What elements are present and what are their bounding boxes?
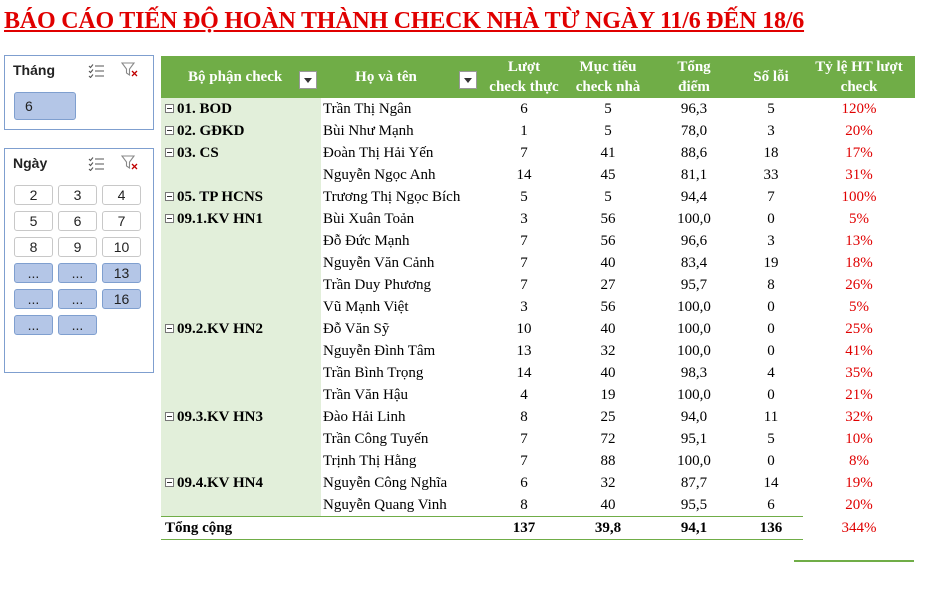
month-slicer-header bbox=[5, 56, 153, 86]
cell-checks: 7 bbox=[520, 452, 528, 469]
cell-score: 83,4 bbox=[680, 254, 708, 271]
day-chip[interactable]: 6 bbox=[58, 211, 97, 231]
day-chip[interactable]: 9 bbox=[58, 237, 97, 257]
header-checks bbox=[481, 56, 567, 98]
cell-rate: 13% bbox=[845, 232, 873, 249]
cell-checks: 6 bbox=[520, 100, 528, 117]
cell-target: 56 bbox=[600, 232, 616, 249]
cell-target: 72 bbox=[600, 430, 616, 447]
cell-checks: 5 bbox=[520, 188, 528, 205]
multi-select-icon[interactable] bbox=[87, 62, 105, 78]
cell-rate: 10% bbox=[845, 430, 873, 447]
cell-rate: 5% bbox=[849, 298, 869, 315]
name-cell: Trần Công Tuyến bbox=[323, 430, 429, 447]
cell-checks: 7 bbox=[520, 232, 528, 249]
cell-score: 95,1 bbox=[680, 430, 708, 447]
collapse-icon[interactable] bbox=[165, 412, 174, 421]
header-dept-label: Bộ phận check bbox=[188, 69, 283, 85]
total-name-cell bbox=[321, 517, 481, 540]
dept-cell bbox=[161, 142, 321, 164]
header-score-line2: điểm bbox=[678, 79, 710, 95]
cell-errors: 3 bbox=[767, 122, 775, 139]
divider-line bbox=[794, 560, 914, 562]
day-chip[interactable]: ... bbox=[58, 315, 97, 335]
cell-score: 100,0 bbox=[677, 452, 711, 469]
cell-rate: 120% bbox=[841, 100, 877, 117]
cell-errors: 5 bbox=[767, 430, 775, 447]
table-header-row bbox=[161, 56, 915, 98]
collapse-icon[interactable] bbox=[165, 148, 174, 157]
table-row bbox=[161, 230, 915, 252]
name-cell: Đỗ Văn Sỹ bbox=[323, 320, 390, 337]
name-cell: Đoàn Thị Hải Yến bbox=[323, 144, 434, 161]
dept-cell bbox=[161, 230, 321, 252]
cell-errors: 19 bbox=[763, 254, 779, 271]
name-cell: Nguyễn Quang Vinh bbox=[323, 496, 447, 513]
header-dept bbox=[161, 56, 321, 98]
cell-target: 45 bbox=[600, 166, 616, 183]
dept-cell bbox=[161, 384, 321, 406]
name-cell: Nguyễn Ngọc Anh bbox=[323, 166, 436, 183]
cell-rate: 17% bbox=[845, 144, 873, 161]
day-chip[interactable]: 10 bbox=[102, 237, 141, 257]
day-chip[interactable]: ... bbox=[14, 289, 53, 309]
header-rate-line1: Tỷ lệ HT lượt bbox=[815, 59, 903, 75]
table-row bbox=[161, 450, 915, 472]
dept-cell bbox=[161, 450, 321, 472]
header-name bbox=[321, 56, 481, 98]
cell-score: 88,6 bbox=[680, 144, 708, 161]
total-errors: 136 bbox=[739, 517, 803, 540]
dept-label: 05. TP HCNS bbox=[177, 188, 263, 205]
cell-errors: 11 bbox=[763, 408, 779, 425]
dept-cell bbox=[161, 296, 321, 318]
cell-rate: 31% bbox=[845, 166, 873, 183]
cell-errors: 18 bbox=[763, 144, 779, 161]
cell-score: 78,0 bbox=[680, 122, 708, 139]
cell-errors: 0 bbox=[767, 210, 775, 227]
header-checks-line2: check thực bbox=[489, 79, 559, 95]
cell-errors: 0 bbox=[767, 298, 775, 315]
dept-cell bbox=[161, 494, 321, 517]
total-target: 39,8 bbox=[567, 517, 649, 540]
cell-checks: 8 bbox=[520, 496, 528, 513]
cell-checks: 3 bbox=[520, 298, 528, 315]
dept-cell bbox=[161, 164, 321, 186]
cell-checks: 14 bbox=[516, 364, 532, 381]
cell-target: 5 bbox=[604, 188, 612, 205]
cell-errors: 0 bbox=[767, 452, 775, 469]
cell-errors: 3 bbox=[767, 232, 775, 249]
cell-score: 95,5 bbox=[680, 496, 708, 513]
collapse-icon[interactable] bbox=[165, 126, 174, 135]
table-row bbox=[161, 384, 915, 406]
cell-errors: 5 bbox=[767, 100, 775, 117]
dept-cell bbox=[161, 186, 321, 208]
cell-checks: 4 bbox=[520, 386, 528, 403]
clear-filter-icon[interactable] bbox=[121, 62, 139, 78]
cell-rate: 8% bbox=[849, 452, 869, 469]
total-row bbox=[161, 517, 915, 540]
cell-target: 5 bbox=[604, 100, 612, 117]
table-row bbox=[161, 208, 915, 230]
cell-errors: 0 bbox=[767, 386, 775, 403]
day-chip[interactable]: ... bbox=[58, 263, 97, 283]
day-chip[interactable]: 5 bbox=[14, 211, 53, 231]
day-slicer bbox=[4, 148, 154, 373]
dept-label: 02. GĐKD bbox=[177, 122, 245, 139]
day-chip[interactable]: ... bbox=[14, 315, 53, 335]
table-row bbox=[161, 164, 915, 186]
table-row bbox=[161, 362, 915, 384]
table-row bbox=[161, 98, 915, 120]
cell-target: 40 bbox=[600, 254, 616, 271]
day-chip[interactable]: 4 bbox=[102, 185, 141, 205]
cell-rate: 32% bbox=[845, 408, 873, 425]
dept-cell bbox=[161, 428, 321, 450]
cell-target: 25 bbox=[600, 408, 616, 425]
dept-label: 09.4.KV HN4 bbox=[177, 474, 263, 491]
day-slicer-header bbox=[5, 149, 153, 179]
day-chip[interactable]: ... bbox=[58, 289, 97, 309]
day-chip[interactable]: ... bbox=[14, 263, 53, 283]
cell-errors: 6 bbox=[767, 496, 775, 513]
cell-target: 27 bbox=[600, 276, 616, 293]
cell-target: 32 bbox=[600, 474, 616, 491]
cell-errors: 4 bbox=[767, 364, 775, 381]
day-chip[interactable]: 3 bbox=[58, 185, 97, 205]
dept-cell bbox=[161, 318, 321, 340]
day-chip[interactable]: 2 bbox=[14, 185, 53, 205]
header-rate bbox=[803, 56, 915, 98]
multi-select-icon[interactable] bbox=[87, 155, 105, 171]
cell-rate: 20% bbox=[845, 122, 873, 139]
cell-score: 100,0 bbox=[677, 210, 711, 227]
cell-rate: 21% bbox=[845, 386, 873, 403]
header-target bbox=[567, 56, 649, 98]
table-row bbox=[161, 428, 915, 450]
name-cell: Vũ Mạnh Việt bbox=[323, 298, 409, 315]
cell-target: 40 bbox=[600, 364, 616, 381]
dept-cell bbox=[161, 406, 321, 428]
cell-checks: 7 bbox=[520, 430, 528, 447]
day-chip[interactable]: 8 bbox=[14, 237, 53, 257]
name-filter-dropdown-icon[interactable] bbox=[459, 71, 477, 89]
cell-target: 5 bbox=[604, 122, 612, 139]
cell-score: 95,7 bbox=[680, 276, 708, 293]
dept-cell bbox=[161, 340, 321, 362]
cell-checks: 7 bbox=[520, 254, 528, 271]
cell-checks: 14 bbox=[516, 166, 532, 183]
collapse-icon[interactable] bbox=[165, 192, 174, 201]
header-target-line2: check nhà bbox=[575, 79, 641, 95]
cell-rate: 20% bbox=[845, 496, 873, 513]
pivot-table bbox=[161, 56, 915, 540]
cell-checks: 7 bbox=[520, 144, 528, 161]
cell-checks: 13 bbox=[516, 342, 532, 359]
cell-errors: 14 bbox=[763, 474, 779, 491]
cell-score: 96,3 bbox=[680, 100, 708, 117]
name-cell: Trương Thị Ngọc Bích bbox=[323, 188, 461, 205]
table-row bbox=[161, 340, 915, 362]
header-score bbox=[649, 56, 739, 98]
cell-target: 19 bbox=[600, 386, 616, 403]
cell-checks: 8 bbox=[520, 408, 528, 425]
cell-checks: 7 bbox=[520, 276, 528, 293]
cell-errors: 33 bbox=[763, 166, 779, 183]
table-row bbox=[161, 406, 915, 428]
name-cell: Nguyễn Văn Cảnh bbox=[323, 254, 435, 271]
cell-score: 96,6 bbox=[680, 232, 708, 249]
cell-checks: 3 bbox=[520, 210, 528, 227]
name-cell: Trần Thị Ngân bbox=[323, 100, 412, 117]
total-checks: 137 bbox=[481, 517, 567, 540]
table-row bbox=[161, 142, 915, 164]
name-cell: Trần Bình Trọng bbox=[323, 364, 424, 381]
name-cell: Bùi Như Mạnh bbox=[323, 122, 414, 139]
cell-errors: 7 bbox=[767, 188, 775, 205]
header-rate-line2: check bbox=[840, 79, 878, 95]
name-cell: Đỗ Đức Mạnh bbox=[323, 232, 410, 249]
collapse-icon[interactable] bbox=[165, 324, 174, 333]
cell-target: 32 bbox=[600, 342, 616, 359]
total-score: 94,1 bbox=[649, 517, 739, 540]
table-row bbox=[161, 318, 915, 340]
table-row bbox=[161, 472, 915, 494]
header-checks-line1: Lượt bbox=[507, 59, 541, 75]
cell-score: 100,0 bbox=[677, 386, 711, 403]
table-row bbox=[161, 252, 915, 274]
month-slicer bbox=[4, 55, 154, 130]
cell-errors: 0 bbox=[767, 320, 775, 337]
dept-cell bbox=[161, 98, 321, 120]
month-slicer-title: Tháng bbox=[13, 62, 55, 78]
dept-label: 01. BOD bbox=[177, 100, 233, 117]
dept-cell bbox=[161, 472, 321, 494]
cell-rate: 5% bbox=[849, 210, 869, 227]
name-cell: Nguyễn Đình Tâm bbox=[323, 342, 436, 359]
cell-rate: 19% bbox=[845, 474, 873, 491]
dept-cell bbox=[161, 274, 321, 296]
dept-label: 03. CS bbox=[177, 144, 219, 161]
cell-rate: 26% bbox=[845, 276, 873, 293]
clear-filter-icon[interactable] bbox=[121, 155, 139, 171]
dept-cell bbox=[161, 362, 321, 384]
table-row bbox=[161, 274, 915, 296]
cell-checks: 1 bbox=[520, 122, 528, 139]
cell-target: 40 bbox=[600, 320, 616, 337]
cell-score: 100,0 bbox=[677, 342, 711, 359]
cell-rate: 18% bbox=[845, 254, 873, 271]
dept-filter-dropdown-icon[interactable] bbox=[299, 71, 317, 89]
collapse-icon[interactable] bbox=[165, 214, 174, 223]
name-cell: Trần Duy Phương bbox=[323, 276, 432, 293]
cell-score: 100,0 bbox=[677, 320, 711, 337]
dept-label: 09.2.KV HN2 bbox=[177, 320, 263, 337]
cell-rate: 25% bbox=[845, 320, 873, 337]
header-name-label: Họ và tên bbox=[355, 69, 417, 85]
name-cell: Đào Hải Linh bbox=[323, 408, 406, 425]
month-chip[interactable]: 6 bbox=[14, 92, 76, 120]
day-chip[interactable]: 7 bbox=[102, 211, 141, 231]
dept-cell bbox=[161, 208, 321, 230]
total-label: Tổng cộng bbox=[161, 517, 321, 540]
dept-label: 09.3.KV HN3 bbox=[177, 408, 263, 425]
table-row bbox=[161, 186, 915, 208]
name-cell: Trần Văn Hậu bbox=[323, 386, 408, 403]
cell-target: 56 bbox=[600, 210, 616, 227]
cell-errors: 0 bbox=[767, 342, 775, 359]
dept-label: 09.1.KV HN1 bbox=[177, 210, 263, 227]
table-row bbox=[161, 120, 915, 142]
cell-checks: 6 bbox=[520, 474, 528, 491]
day-chip[interactable]: 16 bbox=[102, 289, 141, 309]
header-score-line1: Tổng bbox=[677, 59, 711, 75]
table-row bbox=[161, 494, 915, 517]
cell-rate: 100% bbox=[841, 188, 877, 205]
dept-cell bbox=[161, 252, 321, 274]
cell-score: 81,1 bbox=[680, 166, 708, 183]
cell-target: 40 bbox=[600, 496, 616, 513]
header-errors-label: Số lỗi bbox=[753, 69, 789, 85]
cell-rate: 35% bbox=[845, 364, 873, 381]
name-cell: Bùi Xuân Toản bbox=[323, 210, 415, 227]
cell-errors: 8 bbox=[767, 276, 775, 293]
cell-score: 100,0 bbox=[677, 298, 711, 315]
table-row bbox=[161, 296, 915, 318]
cell-score: 87,7 bbox=[680, 474, 708, 491]
dept-cell bbox=[161, 120, 321, 142]
cell-rate: 41% bbox=[845, 342, 873, 359]
total-rate: 344% bbox=[841, 519, 877, 536]
collapse-icon[interactable] bbox=[165, 104, 174, 113]
day-slicer-title: Ngày bbox=[13, 155, 48, 171]
cell-target: 41 bbox=[600, 144, 616, 161]
header-errors bbox=[739, 56, 803, 98]
report-title: BÁO CÁO TIẾN ĐỘ HOÀN THÀNH CHECK NHÀ TỪ NGÀY 11/6 ĐẾN 18/6 bbox=[4, 8, 805, 34]
cell-target: 88 bbox=[600, 452, 616, 469]
cell-score: 94,0 bbox=[680, 408, 708, 425]
cell-target: 56 bbox=[600, 298, 616, 315]
cell-checks: 10 bbox=[516, 320, 532, 337]
name-cell: Trịnh Thị Hằng bbox=[323, 452, 417, 469]
name-cell: Nguyễn Công Nghĩa bbox=[323, 474, 448, 491]
collapse-icon[interactable] bbox=[165, 478, 174, 487]
cell-score: 94,4 bbox=[680, 188, 708, 205]
header-target-line1: Mục tiêu bbox=[579, 59, 637, 75]
day-chip[interactable]: 13 bbox=[102, 263, 141, 283]
cell-score: 98,3 bbox=[680, 364, 708, 381]
